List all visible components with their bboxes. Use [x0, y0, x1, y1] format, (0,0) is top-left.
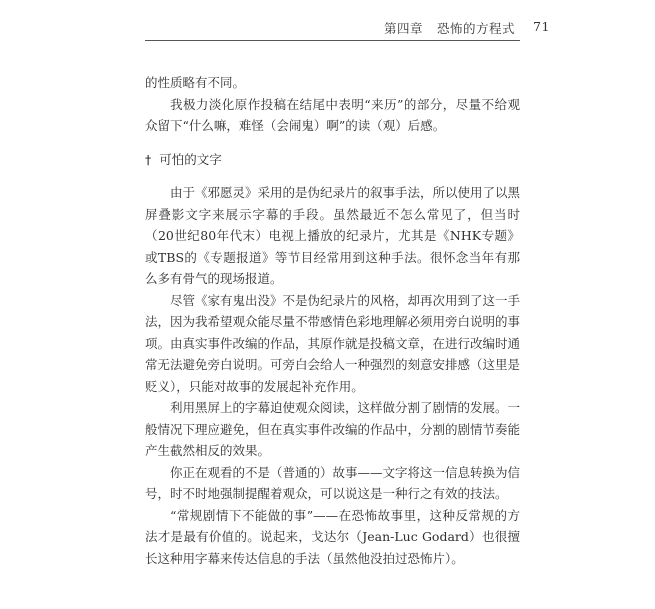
paragraph: “常规剧情下不能做的事”——在恐怖故事里，这种反常规的方法才是最有价值的。说起来，戈达尔（Jean-Luc Godard）也很擅长这种用字幕来传达信息的手法（虽然他没拍过恐怖片）。: [145, 507, 520, 566]
body-text: [145, 182, 520, 569]
section-heading: [145, 150, 222, 168]
paragraph: 的性质略有不同。: [145, 75, 246, 90]
header-rule: [145, 40, 520, 41]
paragraph: 尽管《家有鬼出没》不是伪纪录片的风格，却再次用到了这一手法，因为我希望观众能尽量不带感情色彩地理解必须用旁白说明的事项。由真实事件改编的作品，其原作就是投稿文章，在进行改编时通常无法避免旁白说明。可旁白会给人一种强烈的刻意安排感（这里是贬义），只能对故事的发展起补充作用。: [145, 292, 521, 394]
running-header: [383, 19, 550, 37]
chapter-title: 恐怖的方程式: [436, 21, 515, 36]
dagger-icon: †: [145, 152, 152, 167]
paragraph: 利用黑屏上的字幕迫使观众阅读，这样做分割了剧情的发展。一般情况下理应避免，但在真实事件改编的作品中，分割的剧情节奏能产生截然相反的效果。: [145, 400, 521, 458]
intro-text: [145, 72, 520, 137]
page-number: 71: [533, 19, 550, 34]
chapter-label: 第四章: [383, 21, 423, 36]
paragraph: 我极力淡化原作投稿在结尾中表明“来历”的部分，尽量不给观众留下“什么嘛，难怪（会闹鬼）啊”的读（观）后感。: [145, 96, 520, 133]
paragraph: 你正在观看的不是（普通的）故事——文字将这一信息转换为信号，时不时地强制提醒着观众，可以说这是一种行之有效的技法。: [145, 464, 521, 501]
paragraph: 由于《邪愿灵》采用的是伪纪录片的叙事手法，所以使用了以黑屏叠影文字来展示字幕的手段。虽然最近不怎么常见了，但当时（20世纪80年代末）电视上播放的纪录片，尤其是《NHK专题》或TBS的《专题报道》等节目经常用到这种手法。很怀念当年有那么多有骨气的现场报道。: [145, 185, 521, 286]
section-title: 可怕的文字: [159, 152, 222, 167]
